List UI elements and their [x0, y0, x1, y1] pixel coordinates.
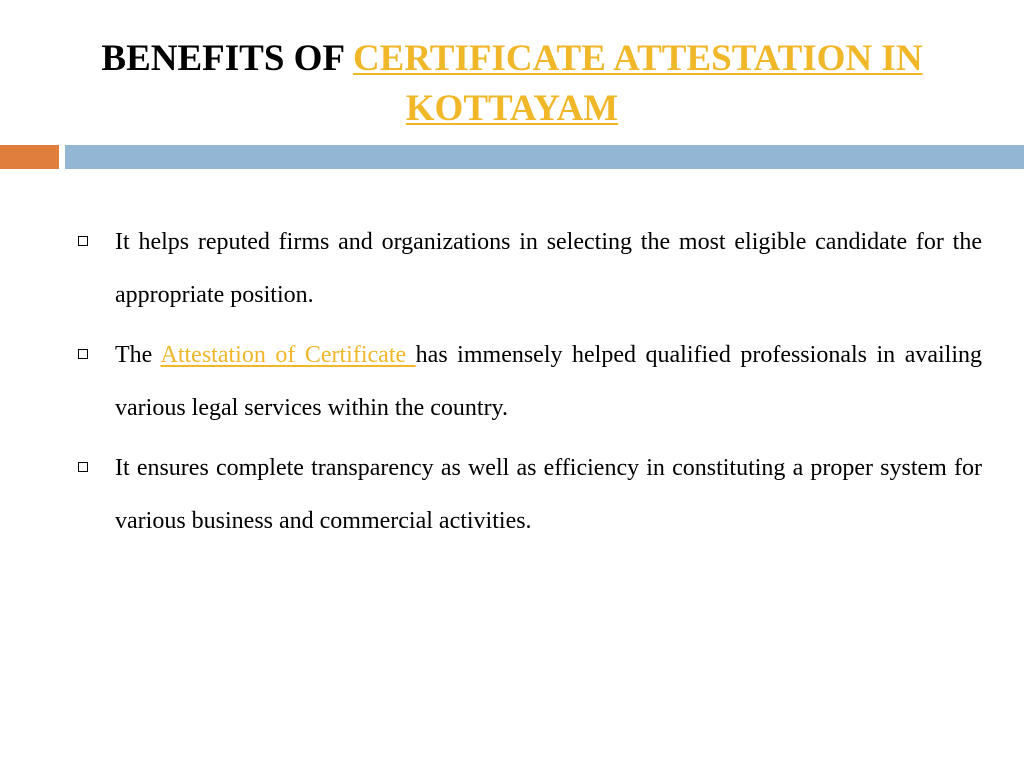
bullet-text: It ensures complete transparency as well as efficiency in constituting a proper system for various business and commercial activities. — [115, 455, 982, 534]
bullet-item-1 — [78, 216, 982, 322]
orange-accent-bar — [0, 145, 59, 169]
square-bullet-icon — [78, 349, 88, 359]
blue-accent-bar — [65, 145, 1024, 169]
bullet-text-before: The — [115, 342, 161, 368]
bullet-text-after: has immensely helped qualified professionals in availing various legal services within the country. — [115, 342, 982, 421]
bullet-text: It helps reputed firms and organizations in selecting the most eligible candidate for the appropriate position. — [115, 229, 982, 308]
square-bullet-icon — [78, 236, 88, 246]
bullet-item-2 — [78, 329, 982, 435]
attestation-link[interactable]: Attestation of Certificate — [160, 342, 416, 368]
square-bullet-icon — [78, 462, 88, 472]
bullet-list — [78, 216, 982, 555]
bullet-item-3 — [78, 442, 982, 548]
title-prefix: BENEFITS OF — [101, 38, 353, 79]
slide-title — [40, 34, 984, 134]
title-link[interactable]: CERTIFICATE ATTESTATION IN KOTTAYAM — [352, 38, 923, 129]
